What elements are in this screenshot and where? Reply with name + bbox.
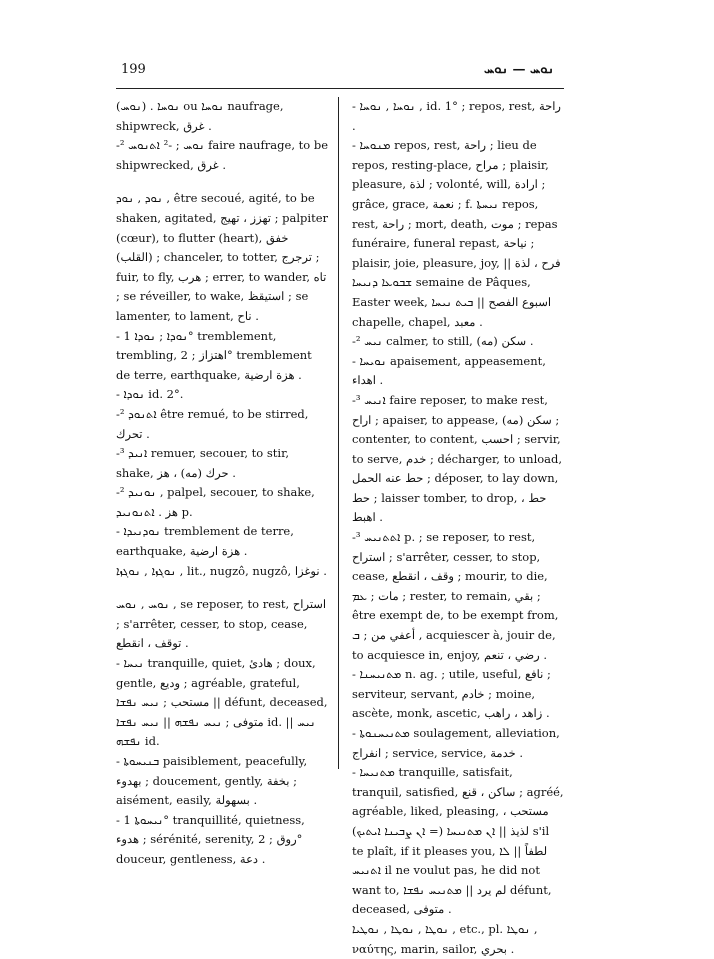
dictionary-entry: - ܡܢܘܚܐ repos, rest, راحة ; lieu de repos, resting-place, مراح ; plaisir, pleasure, لذة ; volonté, will, ارادة ; grâce, grace, نعمة ; f. ܢܝܚܬܐ repos, rest, راحة ; mort, death, موت ; repas funéraire, funeral repast, نياحة ; plaisir, joie, pleasure, joy, فرح ، لذة || ܫܒܘܥܐ ܕܢܝܚܐ semaine de Pâques, Easter week, اسبوع الفصح || ܒܝܬ ܢܝܚܐ chapelle, chapel, معبد .: [352, 138, 561, 329]
dictionary-entry: ܢܘܓܙܐ , ܢܘܓܙܐ , lit., nugzô, nugzô, نوغزا .: [116, 563, 327, 578]
dictionary-entry: - ܢܘܕܐ ; ܢܘܕܐ 1° tremblement, trembling, اهتزاز ; 2° tremblement de terre, earthquake, هزة ارضية .: [116, 328, 312, 382]
dictionary-entry: -³ ܐܢܝܚ faire reposer, to make rest, اراح ; apaiser, to appease, سكن (مه) ; contenter, to content, احسب ; servir, to serve, خدم ; décharger, to unload, حط عنه الحمل ; déposer, to lay down, حط ; laisser tomber, to drop, حط ، اهبط .: [352, 392, 563, 525]
dictionary-entry: - ܢܘܕܐ id. 2°.: [116, 387, 184, 402]
dictionary-entry: - ܢܝܚܐ tranquille, quiet, هادئ ; doux, gentle, وديع ; agréable, grateful, مستحب ; ܢܝܚ ܢܦܫܐ || défunt, deceased, متوفى ; ܢܝܚ ܢܦܫܗ || ܢܝܚ ܢܦܫܐ id. || ܢܝܚ ܢܦܫܗ id.: [116, 656, 328, 749]
dictionary-entry: -² ܐܬܢܘܕ être remué, to be stirred, تحرك .: [116, 406, 309, 441]
page-number: 199: [121, 62, 146, 77]
column-divider: [338, 97, 339, 769]
dictionary-entry: - ܢܘܕܢܝܕܐ tremblement de terre, earthquake, هزة ارضية .: [116, 524, 294, 559]
running-head: ܢܘܚ — ܢܘܚ: [484, 62, 554, 77]
right-column: [352, 97, 564, 959]
left-column: [116, 97, 328, 870]
dictionary-entry: - ܒܢܝܚܘܬܐ paisiblement, peacefully, بهدوء ; doucement, gently, بخفة ; aisément, easily, بسهولة .: [116, 754, 308, 808]
dictionary-entry: - ܡܬܢܝܚܐ tranquille, satisfait, tranquil, satisfied, ساكن ، قنع ; agréé, agréable, liked, pleasing, مستحب ، لذيذ || ܐܢ ܡܬܢܝܚܐ (= ܐܢ ܨܒܝܢܐ ܐܝܬܝܟ) s'il te plaît, if it pleases you, لطفاً || ܠܐ ܐܬܢܝܚ il ne voulut pas, he did not want to, لم يرد || ܡܬܢܝܚ ܢܦܫܐ défunt, deceased, متوفى .: [352, 765, 564, 917]
dictionary-entry: ܢܘܕ , ܢܘܕ , être secoué, agité, to be shaken, agitated, تهزز ، تهيج ; palpiter (cœur), to flutter (heart), خفق (القلب) ; chanceler, to totter, ترجرج ; fuir, to fly, هرب ; errer, to wander, تاه ; se réveiller, to wake, استيقظ ; se lamenter, to lament, ناح .: [116, 191, 329, 323]
dictionary-entry: -³ ܐܢܝܕ remuer, secouer, to stir, shake, حرك (مه) ، هز .: [116, 446, 289, 480]
dictionary-entry: - ܡܬܢܝܚܢܐ n. ag. ; utile, useful, نافع ; serviteur, servant, خادم ; moine, ascète, monk, ascetic, زاهد ، راهب .: [352, 667, 551, 721]
dictionary-entry: (ܢܘܚ) . ܢܘܚܐ ou ܢܘܚܐ naufrage, shipwreck, غرق .: [116, 99, 284, 133]
dictionary-entry: - ܢܘܝܚܐ apaisement, appeasement, اهداء .: [352, 353, 546, 388]
dictionary-entry: - ܡܬܢܝܚܢܘܬܐ soulagement, alleviation, انفراج ; service, service, خدمة .: [352, 726, 560, 760]
dictionary-entry: -² ܢܘܢܝܕ , palpel, secouer, to shake, هز . ܐܬܢܘܢܝܕ p.: [116, 485, 315, 519]
dictionary-entry: - ܢܘܚܐ , ܢܘܚܐ , id. 1° ; repos, rest, راحة .: [352, 99, 561, 133]
dictionary-entry: -³ ܐܬܬܢܝܚ p. ; se reposer, to rest, استراح ; s'arrêter, cesser, to stop, cease, وقف ، انقطع ; mourir, to die, مات ; ܥܡ ; rester, to remain, بقي ; être exempt de, to be exempt from, أعفي من ; ܒ , acquiescer à, jouir de, to acquiesce in, enjoy, رضي ، تنعم .: [352, 530, 559, 662]
dictionary-entry: ܢܘܚ , ܢܘܚ , se reposer, to rest, استراح ; s'arrêter, cesser, to stop, cease, توقف ، انقطع .: [116, 597, 327, 651]
dictionary-entry: -² ܢܘܚ ; -² ܐܬܢܘܚ faire naufrage, to be shipwrecked, غرق .: [116, 138, 328, 172]
header-rule: [116, 88, 564, 89]
dictionary-entry: ܢܘܛܐ , ܢܘܛܐ , ܢܘܛܝܐ , etc., pl. ܢܘܛܐ , ναύτης, marin, sailor, بحري .: [352, 921, 538, 956]
dictionary-entry: -² ܢܝܚ calmer, to still, سكن (مه) .: [352, 334, 534, 349]
dictionary-entry: - ܢܝܚܘܬܐ 1° tranquillité, quietness, هدوء ; sérénité, serenity, روق ; 2° douceur, gentleness, دعة .: [116, 812, 305, 866]
